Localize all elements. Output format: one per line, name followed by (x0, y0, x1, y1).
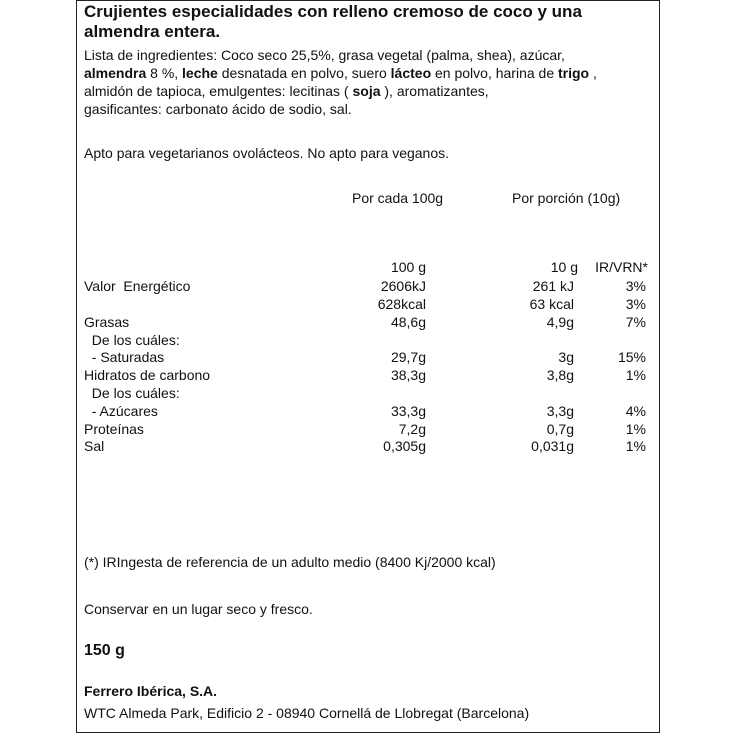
diet-note: Apto para vegetarianos ovolácteos. No apto para veganos. (84, 145, 450, 161)
value-per-portion: 0,7g (546, 421, 574, 437)
nutrient-label: De los cuáles: (84, 332, 180, 348)
value-per-100g: 0,305g (383, 438, 426, 454)
storage-note: Conservar en un lugar seco y fresco. (84, 601, 313, 617)
allergen-text: soja (352, 83, 381, 99)
value-per-portion: 63 kcal (529, 296, 574, 312)
value-per-portion: 0,031g (531, 438, 574, 454)
nutrient-label: Grasas (84, 314, 130, 330)
header-per-100g: Por cada 100g (352, 190, 444, 206)
allergen-text: almendra (84, 65, 147, 81)
subheader-100g: 100 g (390, 259, 426, 275)
value-per-100g: 48,6g (390, 314, 426, 330)
value-ir-percent: 1% (625, 421, 646, 437)
title-line-1: Crujientes especialidades con relleno cremoso de coco y una (84, 2, 582, 21)
ingredient-text: en polvo, harina de (431, 65, 558, 81)
nutrient-label: De los cuáles: (84, 385, 180, 401)
value-per-100g: 38,3g (390, 367, 426, 383)
value-per-100g: 7,2g (398, 421, 426, 437)
nutrient-label: Proteínas (84, 421, 144, 437)
value-per-portion: 3,8g (546, 367, 574, 383)
allergen-text: trigo (558, 65, 590, 81)
value-per-100g: 33,3g (390, 403, 426, 419)
header-per-portion: Por porción (10g) (512, 190, 621, 206)
ingredient-text: 8 %, (146, 65, 183, 81)
value-per-100g: 2606kJ (380, 278, 426, 294)
value-per-portion: 4,9g (546, 314, 574, 330)
company-name: Ferrero Ibérica, S.A. (84, 683, 218, 699)
ingredient-text: Lista de ingredientes: Coco seco 25,5%, grasa vegetal (palma, shea), azúcar, (84, 47, 565, 63)
nutrient-label: Hidratos de carbono (84, 367, 211, 383)
value-ir-percent: 3% (625, 296, 646, 312)
nutrient-label: Sal (84, 438, 105, 454)
value-ir-percent: 7% (625, 314, 646, 330)
value-ir-percent: 1% (625, 438, 646, 454)
value-ir-percent: 1% (625, 367, 646, 383)
value-ir-percent: 15% (617, 349, 646, 365)
allergen-text: leche (182, 65, 218, 81)
ingredient-text: ), aromatizantes, (380, 83, 489, 99)
ir-footnote: (*) IRIngesta de referencia de un adulto medio (8400 Kj/2000 kcal) (84, 554, 496, 570)
allergen-text: lácteo (390, 65, 432, 81)
ingredient-text: gasificantes: carbonato ácido de sodio, sal. (84, 101, 352, 117)
product-title (84, 2, 582, 42)
subheader-10g: 10 g (550, 259, 578, 275)
nutrient-label: - Saturadas (84, 349, 165, 365)
subheader-ir: IR/VRN* (595, 259, 648, 275)
value-per-portion: 3,3g (546, 403, 574, 419)
ingredients-list (84, 46, 654, 118)
title-line-2: almendra entera. (84, 22, 221, 41)
company-address: WTC Almeda Park, Edificio 2 - 08940 Cornellá de Llobregat (Barcelona) (84, 705, 530, 721)
value-per-100g: 628kcal (377, 296, 426, 312)
value-per-portion: 3g (558, 349, 574, 365)
value-ir-percent: 4% (625, 403, 646, 419)
ingredient-text: desnatada en polvo, suero (217, 65, 391, 81)
net-weight: 150 g (84, 642, 125, 659)
ingredient-text: , (589, 65, 597, 81)
ingredient-text: almidón de tapioca, emulgentes: lecitinas ( (84, 83, 353, 99)
nutrient-label: Valor Energético (84, 278, 191, 294)
value-per-portion: 261 kJ (532, 278, 574, 294)
nutrient-label: - Azúcares (84, 403, 158, 419)
value-per-100g: 29,7g (390, 349, 426, 365)
value-ir-percent: 3% (625, 278, 646, 294)
